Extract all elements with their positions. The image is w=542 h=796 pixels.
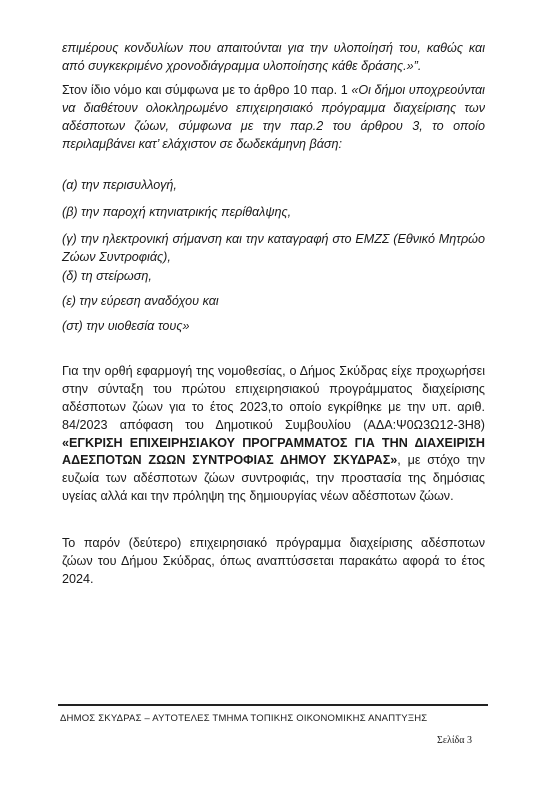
law-paragraph: [62, 82, 485, 154]
list-item-c: (γ) την ηλεκτρονική σήμανση και την καταγραφή στο ΕΜΖΣ (Εθνικό Μητρώο Ζώων Συντροφιάς),: [62, 232, 485, 264]
list-item-a: (α) την περισυλλογή,: [62, 178, 177, 192]
list-item-d: (δ) τη στείρωση,: [62, 269, 152, 283]
program-text-start: Για την ορθή εφαρμογή της νομοθεσίας, ο Δήμος Σκύδρας είχε προχωρήσει στην σύνταξη του πρώτου επιχειρησιακού προγράμματος διαχείρισης αδέσποτων ζώων για το έτος 2023,το οποίο εγκρίθηκε με την υπ. αριθ. 84/2023 απόφαση του Δημοτικού Συμβουλίου (ΑΔΑ:Ψ0Ω3Ω12-3Η8): [62, 364, 485, 432]
program-paragraph: [62, 363, 485, 506]
list-item-b: (β) την παροχή κτηνιατρικής περίθαλψης,: [62, 205, 292, 219]
quote-tail-paragraph: επιμέρους κονδυλίων που απαιτούνται για την υλοποίησή του, καθώς και από συγκεκριμένο χρονοδιάγραμμα υλοποίησης κάθε δράσης.»”.: [62, 41, 485, 73]
decision-title: «ΕΓΚΡΙΣΗ ΕΠΙΧΕΙΡΗΣΙΑΚΟΥ ΠΡΟΓΡΑΜΜΑΤΟΣ ΓΙΑ ΤΗΝ ΔΙΑΧΕΙΡΙΣΗ ΑΔΕΣΠΟΤΩΝ ΖΩΩΝ ΣΥΝΤΡΟΦΙΑΣ ΔΗΜΟΥ ΣΚΥΔΡΑΣ»: [62, 435, 485, 468]
list-item-e: (ε) την εύρεση αναδόχου και: [62, 294, 219, 308]
page-number: Σελίδα 3: [437, 735, 473, 746]
program-text-end: , με στόχο την ευζωία των αδέσποτων ζώων συντροφιάς, την προστασία της δημόσιας υγείας αλλά και την πρόληψη της δημιουργίας νέων αδέσποτων ζώων.: [62, 453, 485, 504]
law-intro: Στον ίδιο νόμο και σύμφωνα με το άρθρο 10 παρ. 1: [62, 83, 352, 97]
footer-divider: [58, 704, 488, 706]
footer-organization: ΔΗΜΟΣ ΣΚΥΔΡΑΣ – ΑΥΤΟΤΕΛΕΣ ΤΜΗΜΑ ΤΟΠΙΚΗΣ ΟΙΚΟΝΟΜΙΚΗΣ ΑΝΑΠΤΥΞΗΣ: [60, 713, 428, 724]
current-program-paragraph: Το παρόν (δεύτερο) επιχειρησιακό πρόγραμμα διαχείρισης αδέσποτων ζώων του Δήμου Σκύδρας, όπως αναπτύσσεται παρακάτω αφορά το έτος 2024.: [62, 536, 485, 586]
law-quote: «Οι δήμοι υποχρεούνται να διαθέτουν ολοκληρωμένο επιχειρησιακό πρόγραμμα διαχείρισης των αδέσποτων ζώων, σύμφωνα με την παρ.2 του άρθρου 3, το οποίο περιλαμβάνει κατ’ ελάχιστον σε δωδεκάμηνη βάση:: [62, 83, 485, 151]
list-item-f: (στ) την υιοθεσία τους»: [62, 319, 190, 333]
